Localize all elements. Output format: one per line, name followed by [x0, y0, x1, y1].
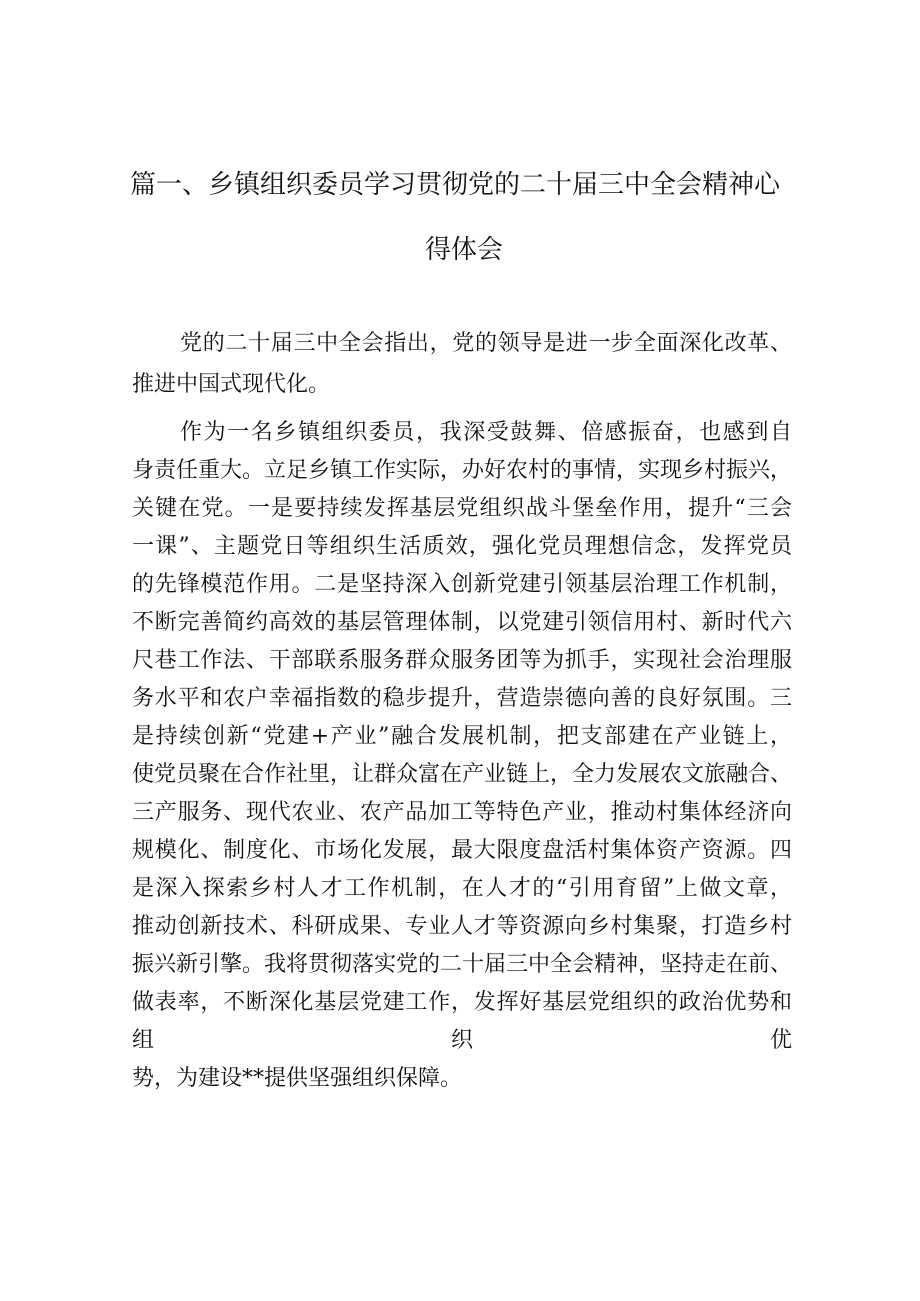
- body-line: 三产服务、现代农业、农产品加工等特色产业，推动村集体经济向: [132, 800, 792, 825]
- body-line: 推进中国式现代化。: [132, 372, 331, 397]
- body-line: 的先锋模范作用。二是坚持深入创新党建引领基层治理工作机制，: [132, 572, 792, 597]
- body-line: 关键在党。一是要持续发挥基层党组织战斗堡垒作用，提升“三会: [132, 496, 792, 521]
- body-line: 尺巷工作法、干部联系服务群众服务团等为抓手，实现社会治理服: [132, 648, 792, 673]
- body-line: 务水平和农户幸福指数的稳步提升，营造崇德向善的良好氛围。三: [132, 686, 792, 711]
- body-line: 身责任重大。立足乡镇工作实际，办好农村的事情，实现乡村振兴，: [132, 458, 793, 483]
- body-line: 是持续创新“党建+产业”融合发展机制，把支部建在产业链上，: [132, 724, 792, 749]
- body-line: 党的二十届三中全会指出，党的领导是进一步全面深化改革、: [180, 331, 792, 356]
- document-title-line-2: 得体会: [425, 235, 504, 265]
- body-line: 一课”、主题党日等组织生活质效，强化党员理想信念，发挥党员: [132, 534, 792, 559]
- body-line: 不断完善简约高效的基层管理体制，以党建引领信用村、新时代六: [132, 610, 792, 635]
- body-line: 是深入探索乡村人才工作机制，在人才的“引用育留”上做文章，: [132, 876, 792, 901]
- body-line: 组织优: [132, 1028, 792, 1053]
- body-line: 作为一名乡镇组织委员，我深受鼓舞、倍感振奋，也感到自: [180, 420, 792, 445]
- body-line: 振兴新引擎。我将贯彻落实党的二十届三中全会精神，坚持走在前、: [132, 952, 793, 977]
- body-line: 做表率，不断深化基层党建工作，发挥好基层党组织的政治优势和: [132, 990, 792, 1015]
- body-line: 规模化、制度化、市场化发展，最大限度盘活村集体资产资源。四: [132, 838, 792, 863]
- body-line: 使党员聚在合作社里，让群众富在产业链上，全力发展农文旅融合、: [132, 762, 793, 787]
- body-line: 推动创新技术、科研成果、专业人才等资源向乡村集聚，打造乡村: [132, 914, 792, 939]
- document-title-line-1: 篇一、乡镇组织委员学习贯彻党的二十届三中全会精神心: [130, 170, 781, 200]
- body-line: 势，为建设**提供坚强组织保障。: [132, 1066, 463, 1091]
